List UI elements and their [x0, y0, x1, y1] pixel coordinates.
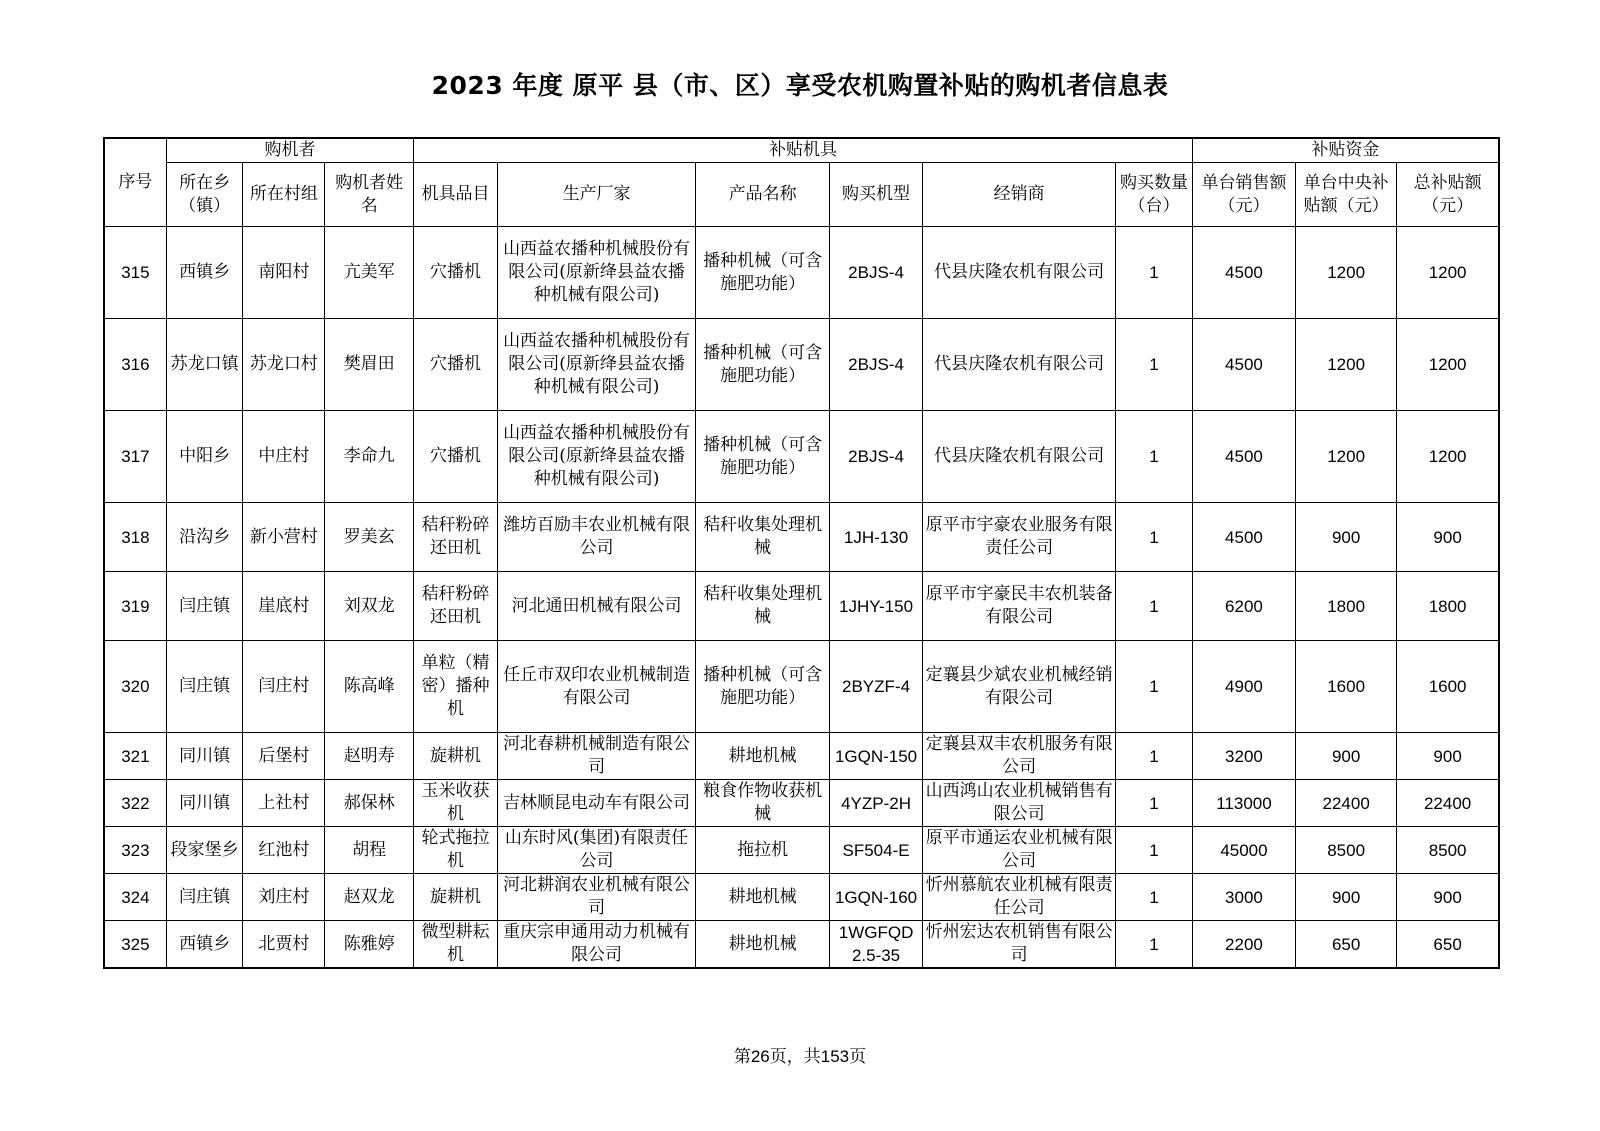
col-header-total: 总补贴额（元） — [1397, 163, 1499, 227]
cell-total: 1200 — [1397, 319, 1499, 411]
cell-category: 旋耕机 — [414, 733, 498, 780]
cell-model: 2BJS-4 — [830, 411, 923, 503]
cell-model: 1JH-130 — [830, 503, 923, 572]
cell-price: 4500 — [1192, 503, 1295, 572]
cell-dealer: 代县庆隆农机有限公司 — [923, 411, 1116, 503]
cell-price: 4500 — [1192, 227, 1295, 319]
cell-price: 4900 — [1192, 641, 1295, 733]
cell-model: 1JHY-150 — [830, 572, 923, 641]
cell-model: 1GQN-160 — [830, 874, 923, 921]
cell-town: 苏龙口镇 — [166, 319, 243, 411]
cell-seq: 322 — [104, 780, 166, 827]
table-row — [104, 733, 1499, 780]
cell-town: 段家堡乡 — [166, 827, 243, 874]
cell-dealer: 代县庆隆农机有限公司 — [923, 227, 1116, 319]
group-header-machine: 补贴机具 — [414, 138, 1193, 163]
table-row — [104, 411, 1499, 503]
cell-category: 秸秆粉碎还田机 — [414, 572, 498, 641]
cell-town: 西镇乡 — [166, 921, 243, 969]
cell-name: 李命九 — [325, 411, 414, 503]
footer-mid: 页，共 — [769, 1047, 821, 1067]
page-title: 2023 年度 原平 县（市、区）享受农机购置补贴的购机者信息表 — [431, 71, 1169, 100]
cell-seq: 324 — [104, 874, 166, 921]
cell-total: 22400 — [1397, 780, 1499, 827]
cell-maker: 河北耕润农业机械有限公司 — [497, 874, 695, 921]
cell-name: 陈雅婷 — [325, 921, 414, 969]
cell-maker: 河北通田机械有限公司 — [497, 572, 695, 641]
table-row — [104, 874, 1499, 921]
cell-product: 播种机械（可含施肥功能） — [696, 641, 830, 733]
cell-dealer: 原平市宇豪民丰农机装备有限公司 — [923, 572, 1116, 641]
cell-qty: 1 — [1116, 733, 1193, 780]
cell-name: 樊眉田 — [325, 319, 414, 411]
cell-model: 1WGFQD2.5-35 — [830, 921, 923, 969]
cell-dealer: 原平市宇豪农业服务有限责任公司 — [923, 503, 1116, 572]
cell-price: 4500 — [1192, 319, 1295, 411]
cell-product: 拖拉机 — [696, 827, 830, 874]
cell-category: 玉米收获机 — [414, 780, 498, 827]
cell-total: 900 — [1397, 503, 1499, 572]
cell-town: 沿沟乡 — [166, 503, 243, 572]
cell-price: 3000 — [1192, 874, 1295, 921]
cell-central: 900 — [1296, 733, 1397, 780]
cell-central: 1800 — [1296, 572, 1397, 641]
cell-town: 闫庄镇 — [166, 874, 243, 921]
cell-village: 崖底村 — [243, 572, 325, 641]
cell-model: 4YZP-2H — [830, 780, 923, 827]
cell-qty: 1 — [1116, 827, 1193, 874]
footer-suffix: 页 — [849, 1047, 867, 1067]
table-body — [104, 227, 1499, 969]
cell-total: 1800 — [1397, 572, 1499, 641]
cell-maker: 山西益农播种机械股份有限公司(原新绛县益农播种机械有限公司) — [497, 319, 695, 411]
col-header-model: 购买机型 — [830, 163, 923, 227]
cell-central: 1200 — [1296, 227, 1397, 319]
cell-seq: 316 — [104, 319, 166, 411]
cell-maker: 任丘市双印农业机械制造有限公司 — [497, 641, 695, 733]
cell-village: 新小营村 — [243, 503, 325, 572]
cell-seq: 319 — [104, 572, 166, 641]
col-header-price: 单台销售额（元） — [1192, 163, 1295, 227]
cell-central: 1600 — [1296, 641, 1397, 733]
cell-category: 微型耕耘机 — [414, 921, 498, 969]
cell-village: 后堡村 — [243, 733, 325, 780]
cell-seq: 320 — [104, 641, 166, 733]
cell-qty: 1 — [1116, 780, 1193, 827]
table-row — [104, 227, 1499, 319]
cell-name: 刘双龙 — [325, 572, 414, 641]
cell-dealer: 原平市通运农业机械有限公司 — [923, 827, 1116, 874]
group-header-buyer: 购机者 — [166, 138, 413, 163]
cell-total: 8500 — [1397, 827, 1499, 874]
cell-price: 45000 — [1192, 827, 1295, 874]
cell-product: 播种机械（可含施肥功能） — [696, 319, 830, 411]
cell-village: 南阳村 — [243, 227, 325, 319]
cell-product: 耕地机械 — [696, 733, 830, 780]
cell-dealer: 代县庆隆农机有限公司 — [923, 319, 1116, 411]
cell-village: 北贾村 — [243, 921, 325, 969]
cell-category: 单粒（精密）播种机 — [414, 641, 498, 733]
cell-town: 同川镇 — [166, 780, 243, 827]
col-header-village: 所在村组 — [243, 163, 325, 227]
cell-category: 秸秆粉碎还田机 — [414, 503, 498, 572]
cell-total: 1200 — [1397, 411, 1499, 503]
cell-dealer: 忻州慕航农业机械有限责任公司 — [923, 874, 1116, 921]
cell-name: 赵双龙 — [325, 874, 414, 921]
cell-total: 900 — [1397, 733, 1499, 780]
cell-model: SF504-E — [830, 827, 923, 874]
cell-town: 闫庄镇 — [166, 572, 243, 641]
cell-village: 苏龙口村 — [243, 319, 325, 411]
cell-central: 900 — [1296, 503, 1397, 572]
cell-total: 1200 — [1397, 227, 1499, 319]
cell-dealer: 定襄县双丰农机服务有限公司 — [923, 733, 1116, 780]
col-header-maker: 生产厂家 — [497, 163, 695, 227]
cell-central: 1200 — [1296, 319, 1397, 411]
footer-prefix: 第 — [733, 1047, 751, 1067]
cell-name: 赵明寿 — [325, 733, 414, 780]
cell-central: 650 — [1296, 921, 1397, 969]
col-header-seq: 序号 — [104, 138, 166, 227]
cell-product: 秸秆收集处理机械 — [696, 572, 830, 641]
col-header-town: 所在乡（镇） — [166, 163, 243, 227]
cell-town: 西镇乡 — [166, 227, 243, 319]
cell-name: 罗美玄 — [325, 503, 414, 572]
cell-maker: 重庆宗申通用动力机械有限公司 — [497, 921, 695, 969]
cell-price: 113000 — [1192, 780, 1295, 827]
cell-price: 4500 — [1192, 411, 1295, 503]
cell-model: 1GQN-150 — [830, 733, 923, 780]
table-row — [104, 572, 1499, 641]
cell-qty: 1 — [1116, 411, 1193, 503]
cell-maker: 山东时风(集团)有限责任公司 — [497, 827, 695, 874]
cell-maker: 吉林顺昆电动车有限公司 — [497, 780, 695, 827]
cell-central: 900 — [1296, 874, 1397, 921]
cell-dealer: 山西鸿山农业机械销售有限公司 — [923, 780, 1116, 827]
table-row — [104, 641, 1499, 733]
buyer-info-table — [103, 137, 1500, 969]
cell-category: 轮式拖拉机 — [414, 827, 498, 874]
cell-seq: 317 — [104, 411, 166, 503]
cell-maker: 潍坊百励丰农业机械有限公司 — [497, 503, 695, 572]
cell-total: 650 — [1397, 921, 1499, 969]
cell-name: 胡程 — [325, 827, 414, 874]
cell-category: 旋耕机 — [414, 874, 498, 921]
cell-price: 6200 — [1192, 572, 1295, 641]
table-row — [104, 503, 1499, 572]
cell-dealer: 忻州宏达农机销售有限公司 — [923, 921, 1116, 969]
cell-qty: 1 — [1116, 503, 1193, 572]
cell-village: 红池村 — [243, 827, 325, 874]
cell-town: 中阳乡 — [166, 411, 243, 503]
cell-maker: 河北春耕机械制造有限公司 — [497, 733, 695, 780]
page-footer — [0, 1042, 1600, 1067]
cell-model: 2BJS-4 — [830, 319, 923, 411]
col-header-central: 单台中央补贴额（元） — [1296, 163, 1397, 227]
table-row — [104, 780, 1499, 827]
cell-seq: 325 — [104, 921, 166, 969]
cell-product: 耕地机械 — [696, 874, 830, 921]
cell-qty: 1 — [1116, 874, 1193, 921]
footer-page-total: 153 — [820, 1047, 850, 1066]
cell-village: 上社村 — [243, 780, 325, 827]
table-row — [104, 319, 1499, 411]
cell-town: 同川镇 — [166, 733, 243, 780]
cell-product: 粮食作物收获机械 — [696, 780, 830, 827]
cell-qty: 1 — [1116, 641, 1193, 733]
cell-total: 1600 — [1397, 641, 1499, 733]
col-header-category: 机具品目 — [414, 163, 498, 227]
cell-category: 穴播机 — [414, 411, 498, 503]
cell-maker: 山西益农播种机械股份有限公司(原新绛县益农播种机械有限公司) — [497, 227, 695, 319]
cell-product: 播种机械（可含施肥功能） — [696, 227, 830, 319]
table-row — [104, 921, 1499, 969]
cell-qty: 1 — [1116, 921, 1193, 969]
cell-product: 耕地机械 — [696, 921, 830, 969]
cell-central: 1200 — [1296, 411, 1397, 503]
cell-category: 穴播机 — [414, 227, 498, 319]
cell-qty: 1 — [1116, 319, 1193, 411]
col-header-dealer: 经销商 — [923, 163, 1116, 227]
cell-price: 2200 — [1192, 921, 1295, 969]
cell-central: 8500 — [1296, 827, 1397, 874]
cell-qty: 1 — [1116, 227, 1193, 319]
cell-total: 900 — [1397, 874, 1499, 921]
cell-model: 2BJS-4 — [830, 227, 923, 319]
cell-seq: 321 — [104, 733, 166, 780]
cell-town: 闫庄镇 — [166, 641, 243, 733]
cell-model: 2BYZF-4 — [830, 641, 923, 733]
cell-seq: 315 — [104, 227, 166, 319]
col-header-qty: 购买数量（台） — [1116, 163, 1193, 227]
cell-seq: 318 — [104, 503, 166, 572]
cell-category: 穴播机 — [414, 319, 498, 411]
cell-maker: 山西益农播种机械股份有限公司(原新绛县益农播种机械有限公司) — [497, 411, 695, 503]
cell-name: 郝保林 — [325, 780, 414, 827]
table-row — [104, 827, 1499, 874]
col-header-name: 购机者姓名 — [325, 163, 414, 227]
footer-page-number: 26 — [750, 1047, 770, 1066]
cell-central: 22400 — [1296, 780, 1397, 827]
cell-name: 亢美军 — [325, 227, 414, 319]
cell-price: 3200 — [1192, 733, 1295, 780]
cell-village: 中庄村 — [243, 411, 325, 503]
col-header-product: 产品名称 — [696, 163, 830, 227]
cell-seq: 323 — [104, 827, 166, 874]
cell-dealer: 定襄县少斌农业机械经销有限公司 — [923, 641, 1116, 733]
group-header-fund: 补贴资金 — [1192, 138, 1499, 163]
cell-village: 刘庄村 — [243, 874, 325, 921]
cell-product: 播种机械（可含施肥功能） — [696, 411, 830, 503]
cell-village: 闫庄村 — [243, 641, 325, 733]
cell-qty: 1 — [1116, 572, 1193, 641]
cell-name: 陈高峰 — [325, 641, 414, 733]
cell-product: 秸秆收集处理机械 — [696, 503, 830, 572]
